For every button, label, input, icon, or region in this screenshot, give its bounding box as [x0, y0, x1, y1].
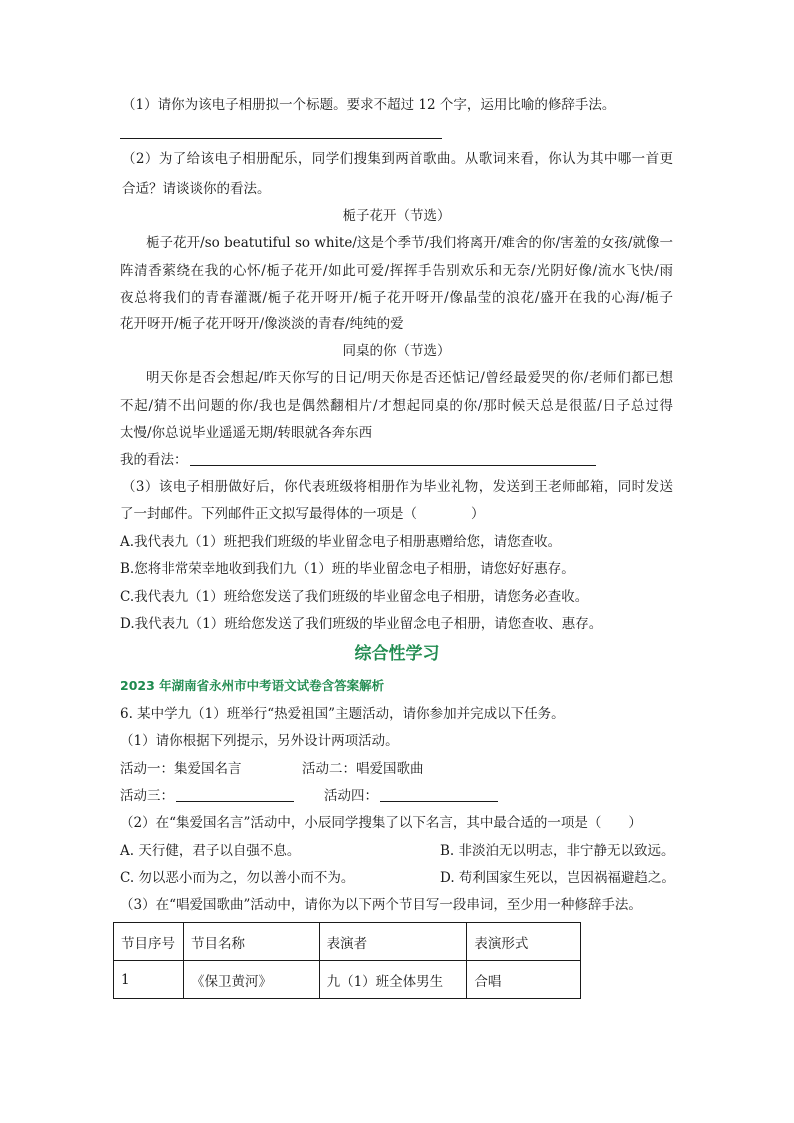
song-1-title: 栀子花开（节选）	[342, 208, 451, 224]
table-header-cell: 表演形式	[467, 923, 581, 961]
table-row	[114, 961, 581, 999]
table-cell: 1	[114, 961, 184, 999]
quote-option-c[interactable]: C. 勿以恶小而为之，勿以善小而不为。	[120, 870, 355, 886]
option-b[interactable]: B.您将非常荣幸地收到我们九（1）班的毕业留念电子相册，请您好好惠存。	[120, 561, 575, 577]
option-c[interactable]: C.我代表九（1）班给您发送了我们班级的毕业留念电子相册，请您务必查收。	[120, 589, 589, 605]
table-header-cell: 节目序号	[114, 923, 184, 961]
quote-option-a[interactable]: A. 天行健，君子以自强不息。	[120, 843, 301, 859]
song-1-lyric-line: 花开呀开/栀子花开呀开/像淡淡的青春/纯纯的爱	[120, 316, 404, 332]
table-header-cell: 表演者	[319, 923, 467, 961]
opinion-answer-line[interactable]	[190, 465, 596, 466]
song-1-lyric-line: 栀子花开/so beatutiful so white/这是个季节/我们将离开/难舍的你/害羞的女孩/就像一	[146, 235, 673, 251]
activity-4-label: 活动四：	[324, 788, 378, 804]
activity-1: 活动一：集爱国名言	[120, 761, 242, 777]
question-2-line1: （2）为了给该电子相册配乐，同学们搜集到两首歌曲。从歌词来看，你认为其中哪一首更	[122, 151, 673, 167]
question-3-line2: 了一封邮件。下列邮件正文拟写最得体的一项是（ ）	[120, 506, 485, 522]
song-2-lyric-line: 明天你是否会想起/昨天你写的日记/明天你是否还惦记/曾经最爱哭的你/老师们都已想	[146, 370, 673, 386]
quote-option-d[interactable]: D. 苟利国家生死以，岂因祸福避趋之。	[440, 870, 675, 886]
program-table	[113, 922, 581, 999]
table-cell: 合唱	[467, 961, 581, 999]
question-6-sub3: （3）在“唱爱国歌曲”活动中，请你为以下两个节目写一段串词，至少用一种修辞手法。	[120, 897, 642, 913]
option-a[interactable]: A.我代表九（1）班把我们班级的毕业留念电子相册惠赠给您，请您查收。	[120, 534, 562, 550]
question-3-line1: （3）该电子相册做好后，你代表班级将相册作为毕业礼物，发送到王老师邮箱，同时发送	[122, 479, 673, 495]
activity-3-answer-line[interactable]	[176, 801, 294, 802]
opinion-label: 我的看法：	[120, 452, 188, 468]
table-cell: 九（1）班全体男生	[319, 961, 467, 999]
quote-option-b[interactable]: B. 非淡泊无以明志，非宁静无以致远。	[440, 843, 675, 859]
question-1: （1）请你为该电子相册拟一个标题。要求不超过 12 个字，运用比喻的修辞手法。	[122, 97, 616, 113]
song-1-lyric-line: 夜总将我们的青春灌溉/栀子花开呀开/栀子花开呀开/像晶莹的浪花/盛开在我的心海/栀子	[120, 290, 673, 306]
song-1-lyric-line: 阵清香萦绕在我的心怀/栀子花开/如此可爱/挥挥手告别欢乐和无奈/光阴好像/流水飞快/雨	[120, 263, 673, 279]
source-label: 2023 年湖南省永州市中考语文试卷含答案解析	[120, 678, 385, 693]
table-cell: 《保卫黄河》	[183, 961, 319, 999]
activity-4-answer-line[interactable]	[380, 801, 498, 802]
song-2-lyric-line: 不起/猜不出问题的你/我也是偶然翻相片/才想起同桌的你/那时候天总是很蓝/日子总过得	[120, 398, 673, 414]
table-header-cell: 节目名称	[183, 923, 319, 961]
section-title: 综合性学习	[354, 644, 440, 664]
option-d[interactable]: D.我代表九（1）班给您发送了我们班级的毕业留念电子相册，请您查收、惠存。	[120, 616, 603, 632]
title-answer-line[interactable]	[120, 138, 442, 139]
question-6-sub1: （1）请你根据下列提示，另外设计两项活动。	[120, 733, 399, 749]
question-6-stem: 6. 某中学九（1）班举行“热爱祖国”主题活动，请你参加并完成以下任务。	[120, 706, 565, 722]
table-header-row	[114, 923, 581, 961]
question-2-line2: 合适？请谈谈你的看法。	[122, 181, 271, 197]
song-2-title: 同桌的你（节选）	[342, 343, 451, 359]
song-2-lyric-line: 太慢/你总说毕业遥遥无期/转眼就各奔东西	[120, 425, 373, 441]
activity-2: 活动二：唱爱国歌曲	[302, 761, 424, 777]
question-6-sub2: （2）在“集爱国名言”活动中，小辰同学搜集了以下名言，其中最合适的一项是（ ）	[120, 815, 642, 831]
activity-3-label: 活动三：	[120, 788, 174, 804]
